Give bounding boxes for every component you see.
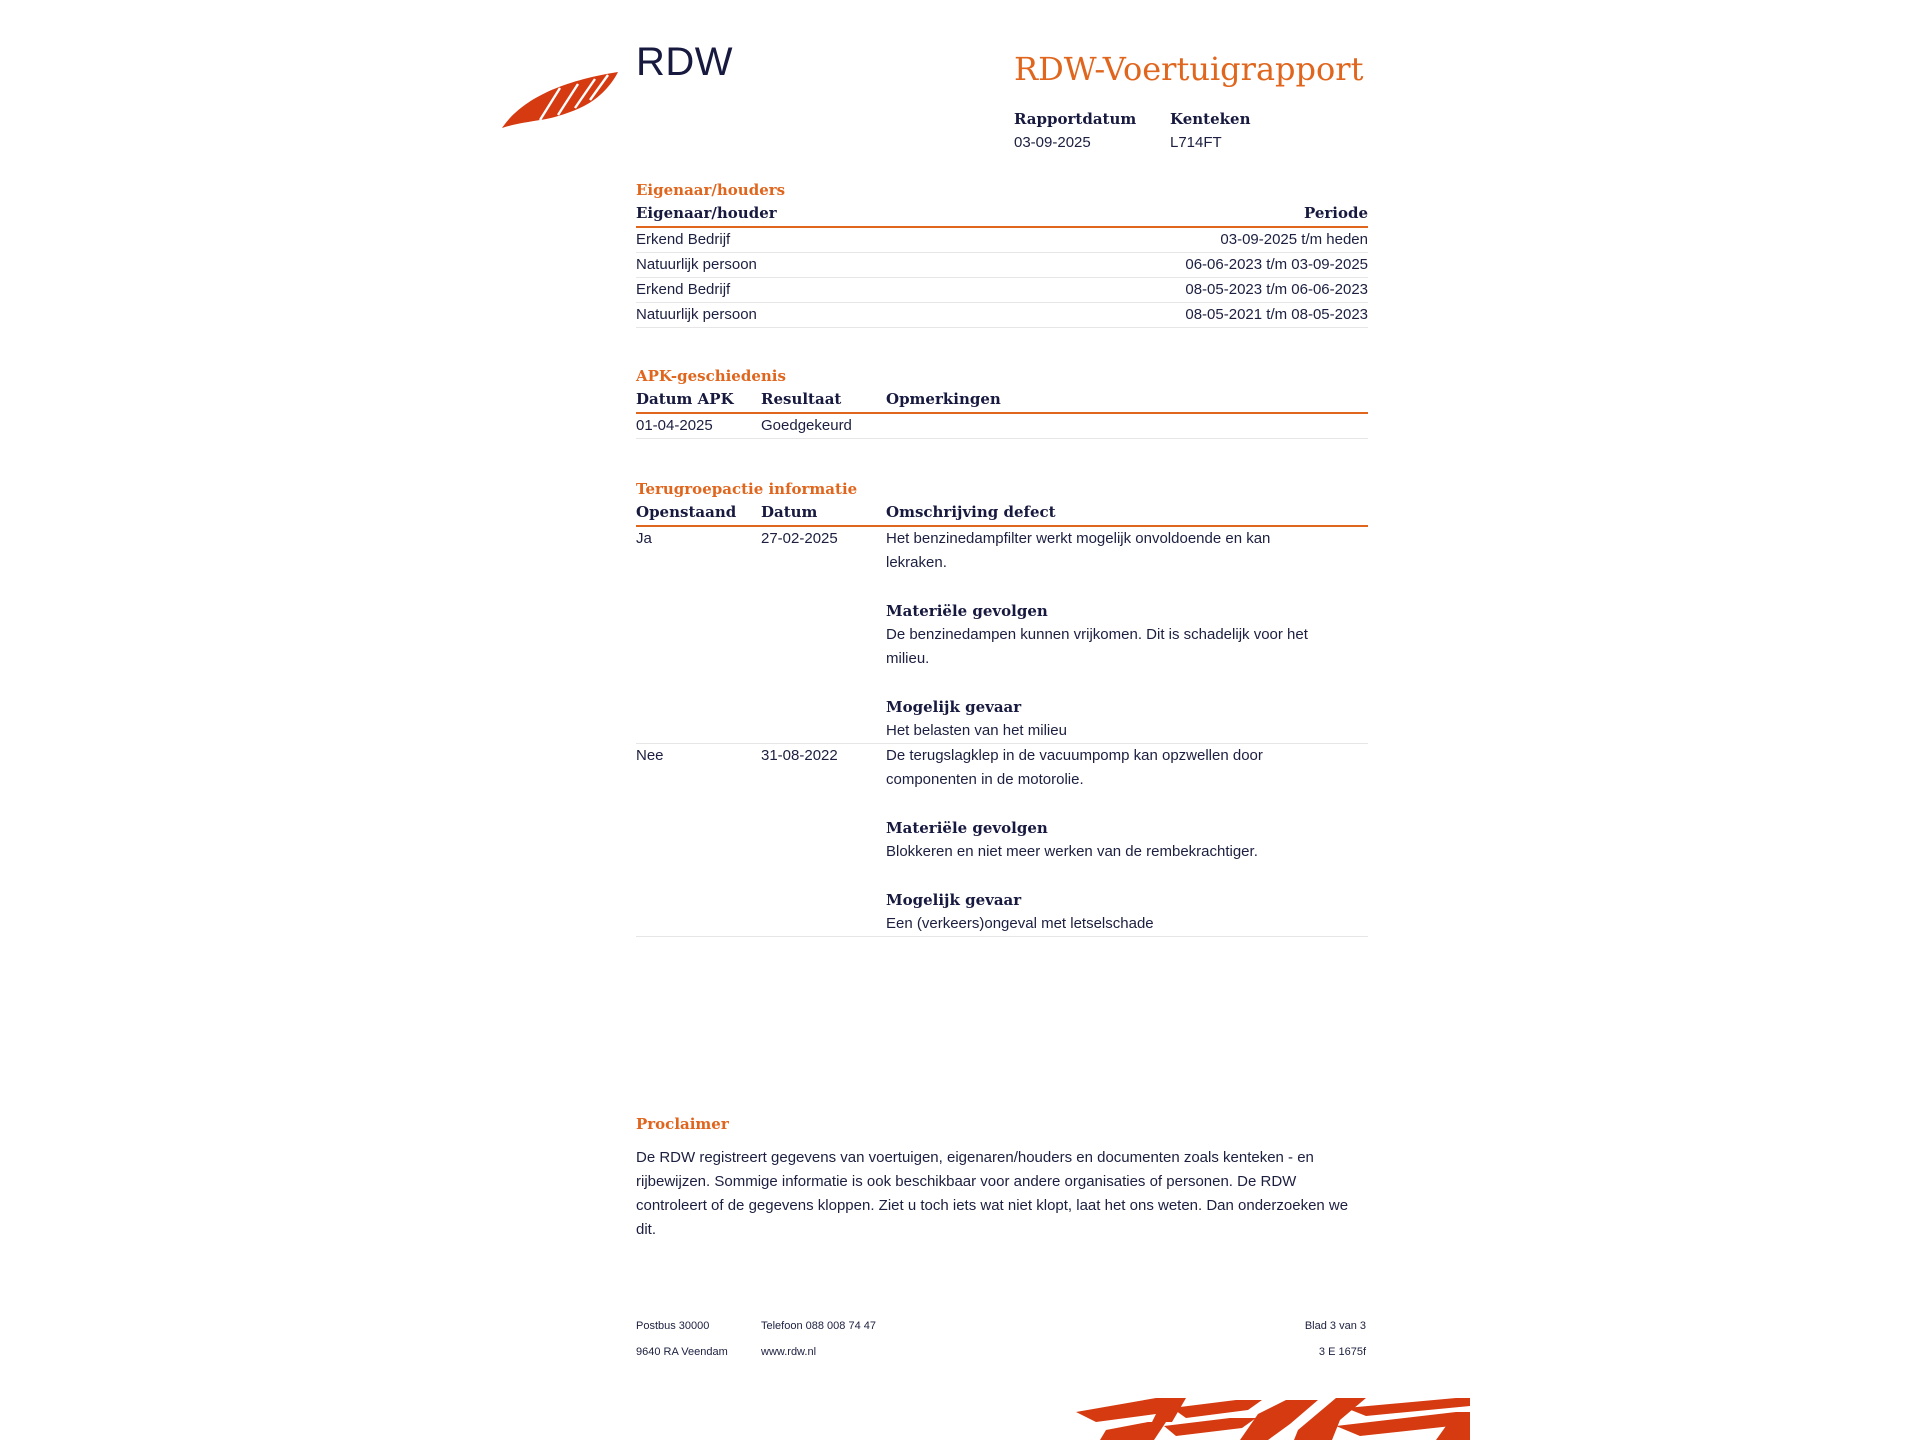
apk-table-header xyxy=(636,388,1368,414)
owners-section-title: Eigenaar/houders xyxy=(636,181,786,199)
table-row xyxy=(636,253,1368,278)
recall-consequences-label: Materiële gevolgen xyxy=(886,602,1048,620)
footer-page-number: Blad 3 van 3 xyxy=(1304,1320,1366,1332)
owners-section xyxy=(636,178,1368,328)
plate-label: Kenteken xyxy=(1170,110,1251,128)
recall-consequences-label: Materiële gevolgen xyxy=(886,819,1048,837)
owner-period: 03-09-2025 t/m heden xyxy=(1220,231,1368,248)
recall-danger: Het belasten van het milieu xyxy=(886,722,1067,739)
recall-description xyxy=(886,744,1368,936)
recall-col-date: Datum xyxy=(761,503,818,521)
recall-danger: Een (verkeers)ongeval met letselschade xyxy=(886,915,1154,932)
footer-city: 9640 RA Veendam xyxy=(636,1346,728,1358)
apk-col-result: Resultaat xyxy=(761,390,842,408)
report-date-label: Rapportdatum xyxy=(1014,110,1137,128)
table-row xyxy=(636,744,1368,937)
recall-defect: Het benzinedampfilter werkt mogelijk onvoldoende en kan lekraken. xyxy=(886,530,1271,571)
recall-defect: De terugslagklep in de vacuumpomp kan opzwellen door componenten in de motorolie. xyxy=(886,747,1263,788)
apk-date: 01-04-2025 xyxy=(636,417,713,434)
recall-date: 27-02-2025 xyxy=(761,530,838,547)
owners-col-period: Periode xyxy=(1303,204,1368,222)
page-title: RDW-Voertuigrapport xyxy=(1014,50,1364,88)
proclaimer-text: De RDW registreert gegevens van voertuigen, eigenaren/houders en documenten zoals kenteken - en rijbewijzen. Sommige informatie is ook beschikbaar voor andere organisaties of personen. De RDW controleert of de gegevens kloppen. Ziet u toch iets wat niet klopt, laat het ons weten. Dan onderzoeken we dit. xyxy=(636,1149,1349,1238)
owner-period: 06-06-2023 t/m 03-09-2025 xyxy=(1185,256,1368,273)
recall-date: 31-08-2022 xyxy=(761,747,838,764)
table-row xyxy=(636,278,1368,303)
proclaimer-title: Proclaimer xyxy=(636,1115,729,1133)
apk-col-remarks: Opmerkingen xyxy=(886,390,1001,408)
recall-section xyxy=(636,477,1368,937)
owner-name: Natuurlijk persoon xyxy=(636,256,757,273)
recall-description xyxy=(886,527,1368,743)
table-row xyxy=(636,228,1368,253)
recall-open: Nee xyxy=(636,747,664,764)
owner-period: 08-05-2021 t/m 08-05-2023 xyxy=(1185,306,1368,323)
table-row xyxy=(636,303,1368,328)
table-row xyxy=(636,527,1368,744)
apk-section-title: APK-geschiedenis xyxy=(636,367,786,385)
recall-danger-label: Mogelijk gevaar xyxy=(886,698,1022,716)
recall-section-title: Terugroepactie informatie xyxy=(636,480,858,498)
recall-col-desc: Omschrijving defect xyxy=(886,503,1056,521)
apk-col-date: Datum APK xyxy=(636,390,734,408)
recall-open: Ja xyxy=(636,530,652,547)
recall-col-open: Openstaand xyxy=(636,503,737,521)
owner-name: Erkend Bedrijf xyxy=(636,281,731,298)
recall-consequences: De benzinedampen kunnen vrijkomen. Dit is schadelijk voor het milieu. xyxy=(886,626,1308,667)
recall-danger-label: Mogelijk gevaar xyxy=(886,891,1022,909)
owners-table-header xyxy=(636,202,1368,228)
decorative-stripes-icon xyxy=(1036,1396,1470,1440)
apk-remarks xyxy=(886,414,1368,438)
owner-name: Erkend Bedrijf xyxy=(636,231,731,248)
footer-website[interactable]: www.rdw.nl xyxy=(761,1346,817,1358)
owners-col-owner: Eigenaar/houder xyxy=(636,204,777,222)
footer-document-code: 3 E 1675f xyxy=(1318,1346,1366,1358)
owner-period: 08-05-2023 t/m 06-06-2023 xyxy=(1185,281,1368,298)
footer-phone: Telefoon 088 008 74 47 xyxy=(761,1320,876,1332)
recall-consequences: Blokkeren en niet meer werken van de rembekrachtiger. xyxy=(886,843,1258,860)
owner-name: Natuurlijk persoon xyxy=(636,306,757,323)
report-date-value: 03-09-2025 xyxy=(1014,134,1091,151)
logo-text: RDW xyxy=(636,40,734,84)
rdw-logo-icon xyxy=(500,62,620,132)
apk-result: Goedgekeurd xyxy=(761,417,852,434)
plate-value: L714FT xyxy=(1170,134,1222,151)
footer-postbus: Postbus 30000 xyxy=(636,1320,710,1332)
recall-table-header xyxy=(636,501,1368,527)
table-row xyxy=(636,414,1368,439)
apk-section xyxy=(636,364,1368,439)
